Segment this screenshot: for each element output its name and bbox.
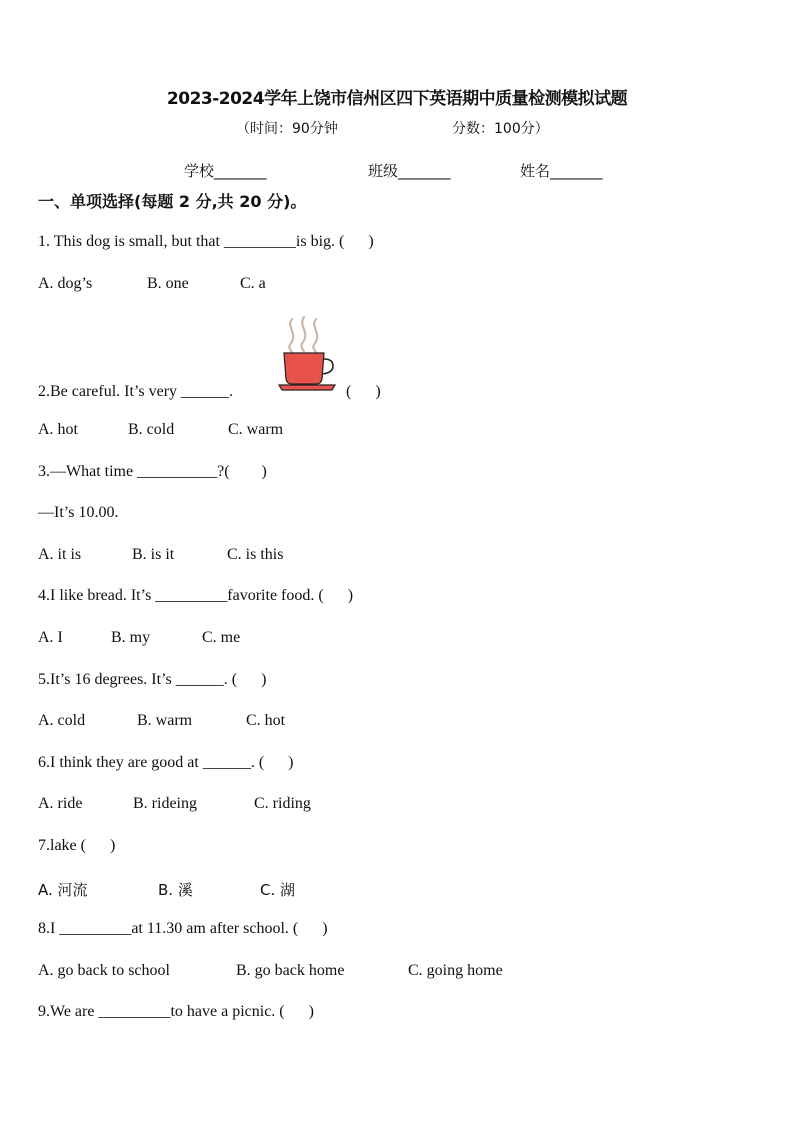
hot-coffee-cup-icon [278, 315, 336, 393]
class-field: 班级_______ [368, 162, 451, 180]
q5-option-a: A. cold [38, 712, 86, 729]
q5-option-b: B. warm [137, 712, 193, 729]
q2-option-c: C. warm [228, 421, 284, 438]
exam-time: （时间：90分钟 [236, 121, 338, 137]
question-4: 4.I like bread. It’s _________favorite food. ( ) [38, 587, 354, 604]
q8-option-a: A. go back to school [38, 962, 170, 979]
question-3-answer: —It’s 10.00. [38, 504, 119, 521]
q7-option-b: B. 溪 [158, 881, 193, 899]
q3-option-c: C. is this [227, 546, 284, 563]
q8-option-c: C. going home [408, 962, 503, 979]
section-heading: 一、单项选择(每题 2 分,共 20 分)。 [38, 192, 307, 211]
q4-option-c: C. me [202, 629, 241, 646]
school-field: 学校_______ [184, 162, 267, 180]
q6-option-c: C. riding [254, 795, 311, 812]
page-title: 2023-2024学年上饶市信州区四下英语期中质量检测模拟试题 [166, 89, 628, 109]
q6-option-a: A. ride [38, 795, 83, 812]
q1-option-a: A. dog’s [38, 275, 93, 292]
q2-answer-paren: ( ) [346, 383, 381, 400]
name-field: 姓名_______ [520, 162, 603, 180]
q4-option-b: B. my [111, 629, 151, 646]
exam-score: 分数：100分） [452, 121, 549, 137]
question-5: 5.It’s 16 degrees. It’s ______. ( ) [38, 671, 267, 688]
q6-option-b: B. rideing [133, 795, 197, 812]
q7-option-a: A. 河流 [38, 881, 88, 899]
q7-option-c: C. 湖 [260, 881, 296, 899]
question-8: 8.I _________at 11.30 am after school. ( ) [38, 920, 328, 937]
question-6: 6.I think they are good at ______. ( ) [38, 754, 294, 771]
q3-option-b: B. is it [132, 546, 175, 563]
q1-option-b: B. one [147, 275, 189, 292]
question-2: 2.Be careful. It’s very ______. [38, 383, 234, 400]
q1-option-c: C. a [240, 275, 266, 292]
q2-option-a: A. hot [38, 421, 78, 438]
q3-option-a: A. it is [38, 546, 82, 563]
q5-option-c: C. hot [246, 712, 286, 729]
q2-option-b: B. cold [128, 421, 175, 438]
q4-option-a: A. I [38, 629, 63, 646]
q8-option-b: B. go back home [236, 962, 345, 979]
question-7: 7.lake ( ) [38, 837, 116, 854]
question-3: 3.—What time __________?( ) [38, 463, 267, 480]
question-9: 9.We are _________to have a picnic. ( ) [38, 1003, 314, 1020]
steam-icon [289, 317, 317, 353]
question-1: 1. This dog is small, but that _________is big. ( ) [38, 233, 374, 250]
